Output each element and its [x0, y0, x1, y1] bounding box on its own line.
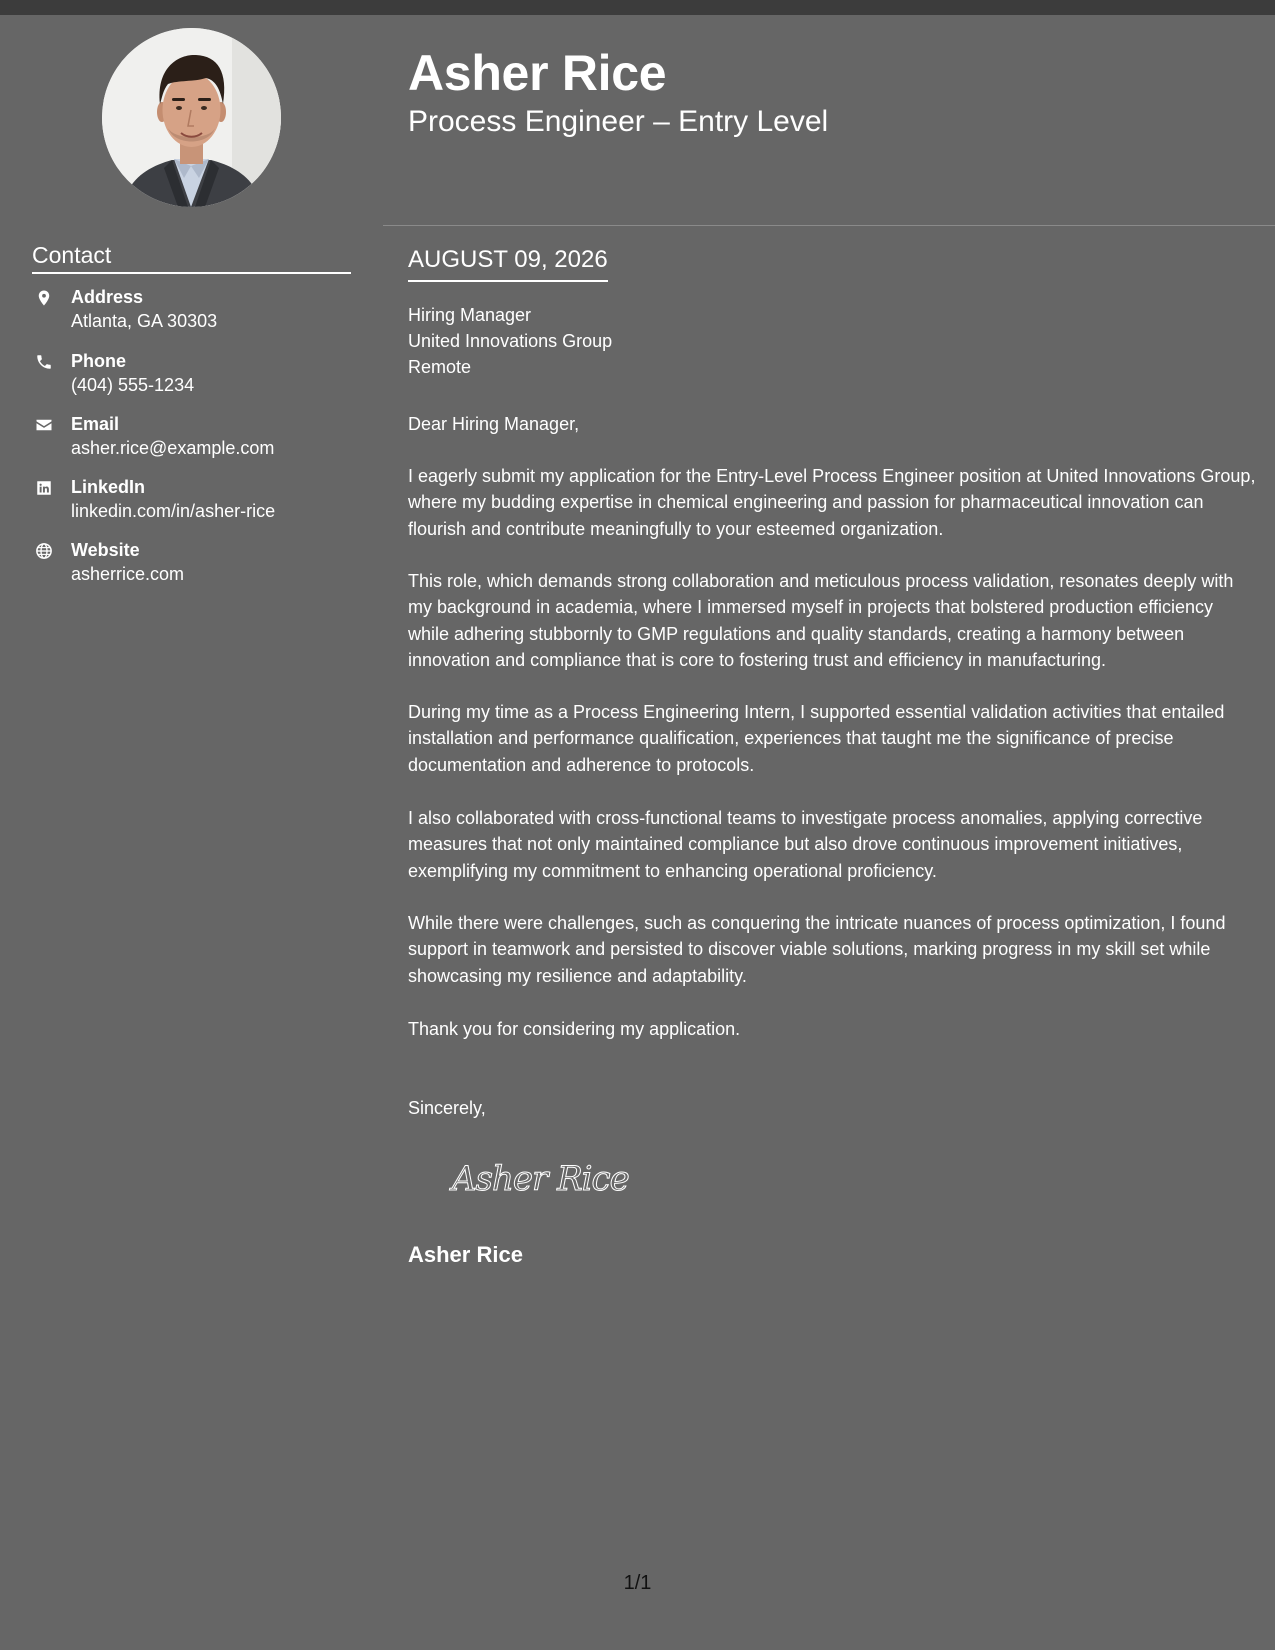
letter-paragraph: During my time as a Process Engineering Intern, I supported essential validation activities that entailed installation and performance qualification, experiences that taught me the significance of precise documentation and adherence to protocols. [408, 702, 1225, 775]
signature-script: Asher Rice [452, 1159, 629, 1199]
signoff: Sincerely, [408, 1098, 486, 1118]
contact-label: Email [71, 414, 120, 434]
recipient-block [408, 302, 612, 380]
contact-value[interactable]: linkedin.com/in/asher-rice [71, 501, 276, 521]
linkedin-icon [35, 479, 53, 497]
salutation: Dear Hiring Manager, [408, 414, 580, 434]
letter-paragraph: While there were challenges, such as conquering the intricate nuances of process optimization, I found support in teamwork and persisted to discover viable solutions, marking progress in my skill set while showcasing my resilience and adaptability. [408, 913, 1226, 986]
signer-name: Asher Rice [408, 1242, 523, 1267]
page-number: 1/1 [623, 1572, 652, 1594]
job-title: Process Engineer – Entry Level [408, 105, 829, 138]
contact-value[interactable]: asherrice.com [71, 564, 185, 584]
contact-heading: Contact [32, 240, 351, 274]
contact-label: LinkedIn [71, 477, 146, 497]
top-bar [0, 0, 1275, 15]
letter-paragraph: This role, which demands strong collaboration and meticulous process validation, resonates deeply with my background in academia, where I immersed myself in projects that bolstered production efficiency while adhering stubbornly to GMP regulations and quality standards, creating a harmony between innovation and compliance that is core to fostering trust and efficiency in manufacturing. [408, 571, 1234, 671]
contact-label: Address [71, 287, 144, 307]
recipient-line: Hiring Manager [408, 305, 532, 325]
letter-paragraph: I eagerly submit my application for the Entry-Level Process Engineer position at United Innovations Group, where my budding expertise in chemical engineering and passion for pharmaceutical innovation can flourish and contribute meaningfully to your esteemed organization. [408, 466, 1256, 539]
map-pin-icon [35, 289, 53, 307]
letter-date: AUGUST 09, 2026 [408, 244, 608, 282]
contact-value: (404) 555-1234 [71, 375, 195, 395]
contact-value: Atlanta, GA 30303 [71, 311, 218, 331]
recipient-line: United Innovations Group [408, 331, 613, 351]
closing-line: Thank you for considering my application. [408, 1019, 741, 1039]
letter-paragraph: I also collaborated with cross-functional teams to investigate process anomalies, applying corrective measures that not only maintained compliance but also drove continuous improvement initiatives, exemplifying my commitment to enhancing operational proficiency. [408, 808, 1203, 881]
contact-sidebar [32, 240, 351, 584]
header-divider [383, 225, 1275, 226]
handwritten-signature [448, 1154, 648, 1202]
profile-photo [102, 28, 281, 207]
applicant-name: Asher Rice [408, 45, 667, 101]
phone-icon [35, 353, 53, 371]
globe-icon [35, 542, 53, 560]
contact-label: Phone [71, 351, 127, 371]
contact-value[interactable]: asher.rice@example.com [71, 438, 275, 458]
recipient-line: Remote [408, 357, 472, 377]
contact-label: Website [71, 540, 140, 560]
envelope-icon [35, 416, 53, 434]
